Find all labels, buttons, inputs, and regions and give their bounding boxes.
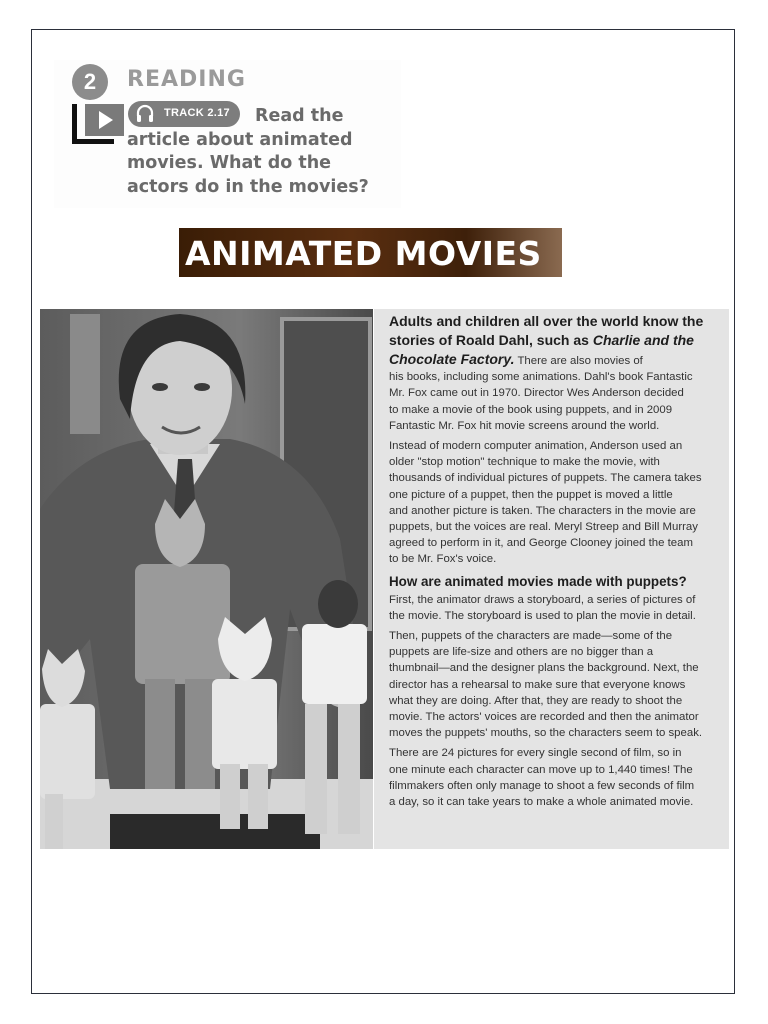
text-line: thumbnail—and the designer plans the background. Next, the — [389, 662, 699, 675]
lead-plain: Adults and children all over the world know the stories of Roald Dahl, such as — [389, 313, 704, 348]
text-line: Mr. Fox came out in 1970. Director Wes Anderson decided — [389, 387, 684, 400]
text-line: to make a movie of the book using puppets, and in 2009 — [389, 403, 673, 416]
text-line: agreed to perform in it, and George Clooney joined the team — [389, 537, 693, 550]
paragraph-2 — [389, 438, 729, 568]
text-line: one minute each character can move up to 1,440 times! The — [389, 763, 693, 776]
article-title: ANIMATED MOVIES — [185, 234, 542, 273]
article-subheading: How are animated movies made with puppets? — [389, 573, 687, 589]
text-line: a day, so it can take years to make a whole animated movie. — [389, 796, 694, 809]
text-line: puppets are life-size and others are no bigger than a — [389, 646, 654, 659]
text-line: moves the puppets' mouths, so the characters seem to speak. — [389, 727, 703, 740]
paragraph-4 — [389, 628, 729, 741]
lead-italic: Charlie and the Chocolate Factory. — [389, 332, 694, 367]
track-label: TRACK 2.17 — [164, 107, 230, 119]
article-lead — [389, 312, 729, 369]
text-line: filmmakers often only manage to shoot a few seconds of film — [389, 779, 695, 792]
paragraph-5 — [389, 745, 729, 810]
text-line: puppets, but the voices are real. Meryl Streep and Bill Murray — [389, 521, 698, 534]
text-line: Instead of modern computer animation, Anderson used an — [389, 440, 683, 453]
section-title: READING — [127, 67, 246, 92]
text-line: Fantastic Mr. Fox hit movie screens around the world. — [389, 419, 660, 432]
text-line: thousands of individual pictures of puppets. The camera takes — [389, 472, 702, 485]
title-banner — [179, 228, 562, 277]
section-number-badge: 2 — [72, 64, 108, 100]
instruction-text: Read the article about animated movies. What do the actors do in the movies? — [127, 106, 369, 197]
text-line: older "stop motion" technique to make the movie, with — [389, 456, 660, 469]
text-line: movie. The actors' voices are recorded and then the animator — [389, 711, 699, 724]
article-text — [374, 309, 729, 849]
text-line: to be Mr. Fox's voice. — [389, 553, 497, 566]
article-photo — [40, 309, 373, 849]
text-line: the movie. The storyboard is used to plan the movie in detail. — [389, 609, 696, 622]
text-line: his books, including some animations. Dahl's book Fantastic — [389, 371, 693, 384]
text-line: and another picture is taken. The characters in the movie are — [389, 504, 696, 517]
text-line: one picture of a puppet, then the puppet is moved a little — [389, 488, 673, 501]
text-line: what they are doing. After that, they are ready to shoot the — [389, 694, 683, 707]
text-line: director has a rehearsal to make sure that everyone knows — [389, 678, 686, 691]
paragraph-3 — [389, 592, 729, 624]
text-line: There are 24 pictures for every single second of film, so in — [389, 747, 682, 760]
text-line: First, the animator draws a storyboard, a series of pictures of — [389, 593, 696, 606]
text-line: Then, puppets of the characters are made—some of the — [389, 630, 673, 643]
play-icon — [99, 111, 113, 129]
play-video-button[interactable] — [72, 104, 124, 150]
paragraph-1 — [389, 369, 729, 434]
p1-line: There are also movies of — [514, 355, 643, 367]
